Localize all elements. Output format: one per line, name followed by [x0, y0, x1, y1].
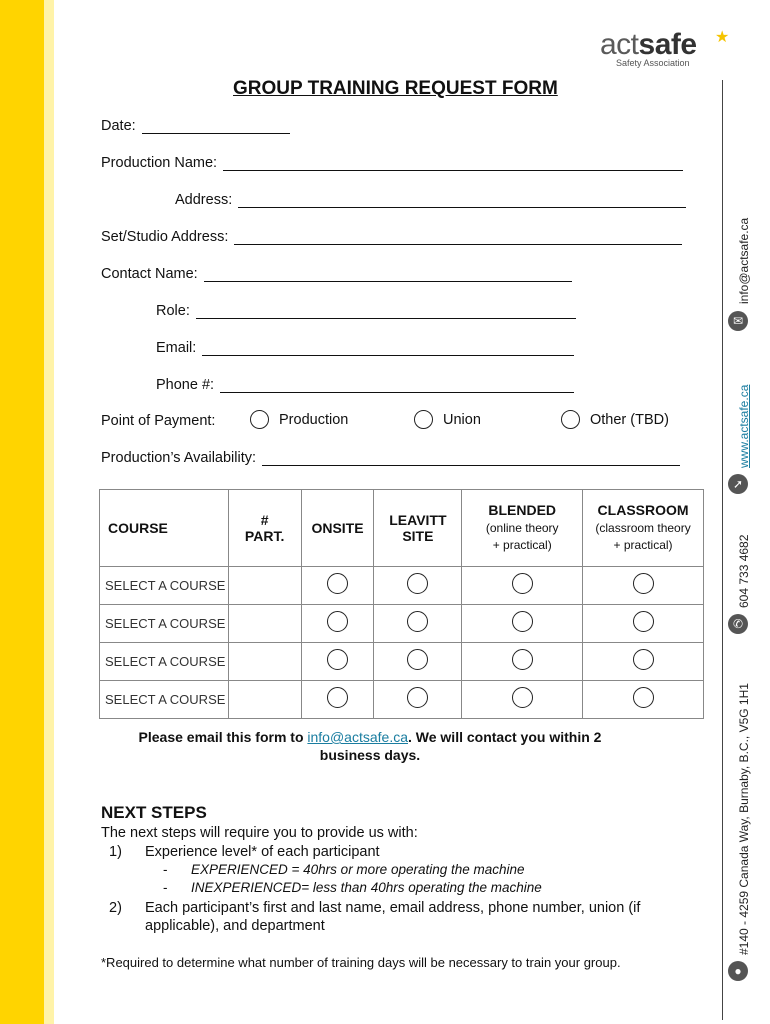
radio-icon[interactable] [512, 649, 533, 670]
participants-cell[interactable] [228, 681, 301, 719]
contact-name-input-line[interactable] [204, 267, 572, 282]
course-select[interactable]: SELECT A COURSE [100, 643, 229, 681]
page-title: GROUP TRAINING REQUEST FORM [233, 78, 558, 99]
radio-icon[interactable] [512, 573, 533, 594]
production-name-input-line[interactable] [223, 156, 683, 171]
blended-cell [462, 681, 583, 719]
payment-option-label: Union [443, 411, 481, 428]
radio-icon[interactable] [407, 649, 428, 670]
next-steps-intro: The next steps will require you to provide us with: [101, 825, 418, 841]
radio-icon[interactable] [327, 573, 348, 594]
column-header-participants: # PART. [228, 490, 301, 567]
phone-icon: ✆ [728, 614, 748, 634]
role-label: Role: [156, 303, 190, 319]
sidebar-divider [722, 80, 723, 1020]
radio-icon[interactable] [407, 687, 428, 708]
date-label: Date: [101, 118, 136, 134]
sub-item-inexperienced: - INEXPERIENCED= less than 40hrs operating the machine [163, 880, 542, 895]
location-icon: ● [728, 961, 748, 981]
classroom-cell [583, 643, 704, 681]
radio-icon[interactable] [327, 687, 348, 708]
contact-name-label: Contact Name: [101, 266, 198, 282]
actsafe-logo: actsafe ★ Safety Association [600, 28, 730, 68]
table-row [100, 567, 704, 605]
email-link[interactable]: info@actsafe.ca [307, 729, 408, 745]
production-name-field [101, 155, 683, 171]
radio-icon[interactable] [633, 573, 654, 594]
participants-cell[interactable] [228, 643, 301, 681]
set-studio-address-label: Set/Studio Address: [101, 229, 229, 245]
payment-option-other[interactable] [561, 410, 669, 429]
radio-icon[interactable] [327, 611, 348, 632]
column-header-leavitt: LEAVITT SITE [374, 490, 462, 567]
blended-cell [462, 643, 583, 681]
sidebar-phone: 604 733 4682 [737, 534, 751, 608]
payment-option-union[interactable] [414, 410, 481, 429]
payment-option-label: Production [279, 411, 349, 428]
phone-input-line[interactable] [220, 378, 574, 393]
address-field [175, 192, 686, 208]
email-label: Email: [156, 340, 197, 356]
leavitt-cell [374, 643, 462, 681]
classroom-cell [583, 681, 704, 719]
next-steps-heading: NEXT STEPS [101, 803, 207, 822]
payment-option-label: Other (TBD) [590, 411, 669, 428]
radio-icon[interactable] [327, 649, 348, 670]
payment-option-production[interactable] [250, 410, 348, 429]
radio-icon[interactable] [633, 687, 654, 708]
radio-icon[interactable] [250, 410, 269, 429]
sub-item-experienced: - EXPERIENCED = 40hrs or more operating the machine [163, 862, 525, 877]
production-name-label: Production Name: [101, 155, 218, 171]
sidebar-email[interactable]: info@actsafe.ca [737, 217, 751, 304]
availability-input-line[interactable] [262, 451, 680, 466]
course-select[interactable]: SELECT A COURSE [100, 681, 229, 719]
column-header-classroom: CLASSROOM (classroom theory + practical) [583, 490, 704, 567]
participants-cell[interactable] [228, 567, 301, 605]
participants-cell[interactable] [228, 605, 301, 643]
set-studio-address-input-line[interactable] [234, 230, 682, 245]
column-header-course: COURSE [100, 490, 229, 567]
course-select[interactable]: SELECT A COURSE [100, 567, 229, 605]
blended-cell [462, 567, 583, 605]
radio-icon[interactable] [512, 611, 533, 632]
table-row [100, 643, 704, 681]
footnote: *Required to determine what number of training days will be necessary to train your group. [101, 955, 621, 970]
radio-icon[interactable] [407, 611, 428, 632]
date-input-line[interactable] [142, 119, 290, 134]
onsite-cell [301, 643, 374, 681]
radio-icon[interactable] [512, 687, 533, 708]
availability-field [101, 450, 680, 466]
role-field [156, 303, 576, 319]
classroom-cell [583, 567, 704, 605]
address-input-line[interactable] [238, 193, 686, 208]
compass-icon: ➚ [728, 474, 748, 494]
email-input-line[interactable] [202, 341, 574, 356]
leavitt-cell [374, 605, 462, 643]
set-studio-address-field [101, 229, 682, 245]
course-table [99, 489, 704, 719]
email-instructions: Please email this form to info@actsafe.ca. We will contact you within 2 business days. [138, 729, 602, 763]
onsite-cell [301, 605, 374, 643]
column-header-blended: BLENDED (online theory + practical) [462, 490, 583, 567]
leavitt-cell [374, 681, 462, 719]
phone-label: Phone #: [156, 377, 215, 393]
radio-icon[interactable] [633, 611, 654, 632]
blended-cell [462, 605, 583, 643]
phone-field [156, 377, 574, 393]
step-2: 2) Each participant’s first and last name, email address, phone number, union (if applicable), and department [109, 900, 641, 934]
sidebar-address: #140 - 4259 Canada Way, Burnaby, B.C., V5G 1H1 [737, 683, 751, 955]
table-row [100, 605, 704, 643]
classroom-cell [583, 605, 704, 643]
logo-subtitle: Safety Association [616, 58, 690, 68]
step-1: 1) Experience level* of each participant [109, 844, 380, 860]
table-row [100, 681, 704, 719]
mail-icon: ✉ [728, 311, 748, 331]
leavitt-cell [374, 567, 462, 605]
contact-name-field [101, 266, 572, 282]
sidebar-website[interactable]: www.actsafe.ca [737, 384, 751, 468]
availability-label: Production’s Availability: [101, 450, 257, 466]
left-accent-bar [0, 0, 44, 1024]
radio-icon[interactable] [633, 649, 654, 670]
point-of-payment-label: Point of Payment: [101, 413, 216, 429]
course-select[interactable]: SELECT A COURSE [100, 605, 229, 643]
radio-icon[interactable] [407, 573, 428, 594]
date-field [101, 118, 290, 134]
onsite-cell [301, 681, 374, 719]
left-accent-edge [44, 0, 54, 1024]
star-icon: ★ [715, 29, 730, 46]
address-label: Address: [175, 192, 233, 208]
email-field [156, 340, 574, 356]
onsite-cell [301, 567, 374, 605]
radio-icon[interactable] [561, 410, 580, 429]
radio-icon[interactable] [414, 410, 433, 429]
table-header-row [100, 490, 704, 567]
role-input-line[interactable] [196, 304, 576, 319]
column-header-onsite: ONSITE [301, 490, 374, 567]
